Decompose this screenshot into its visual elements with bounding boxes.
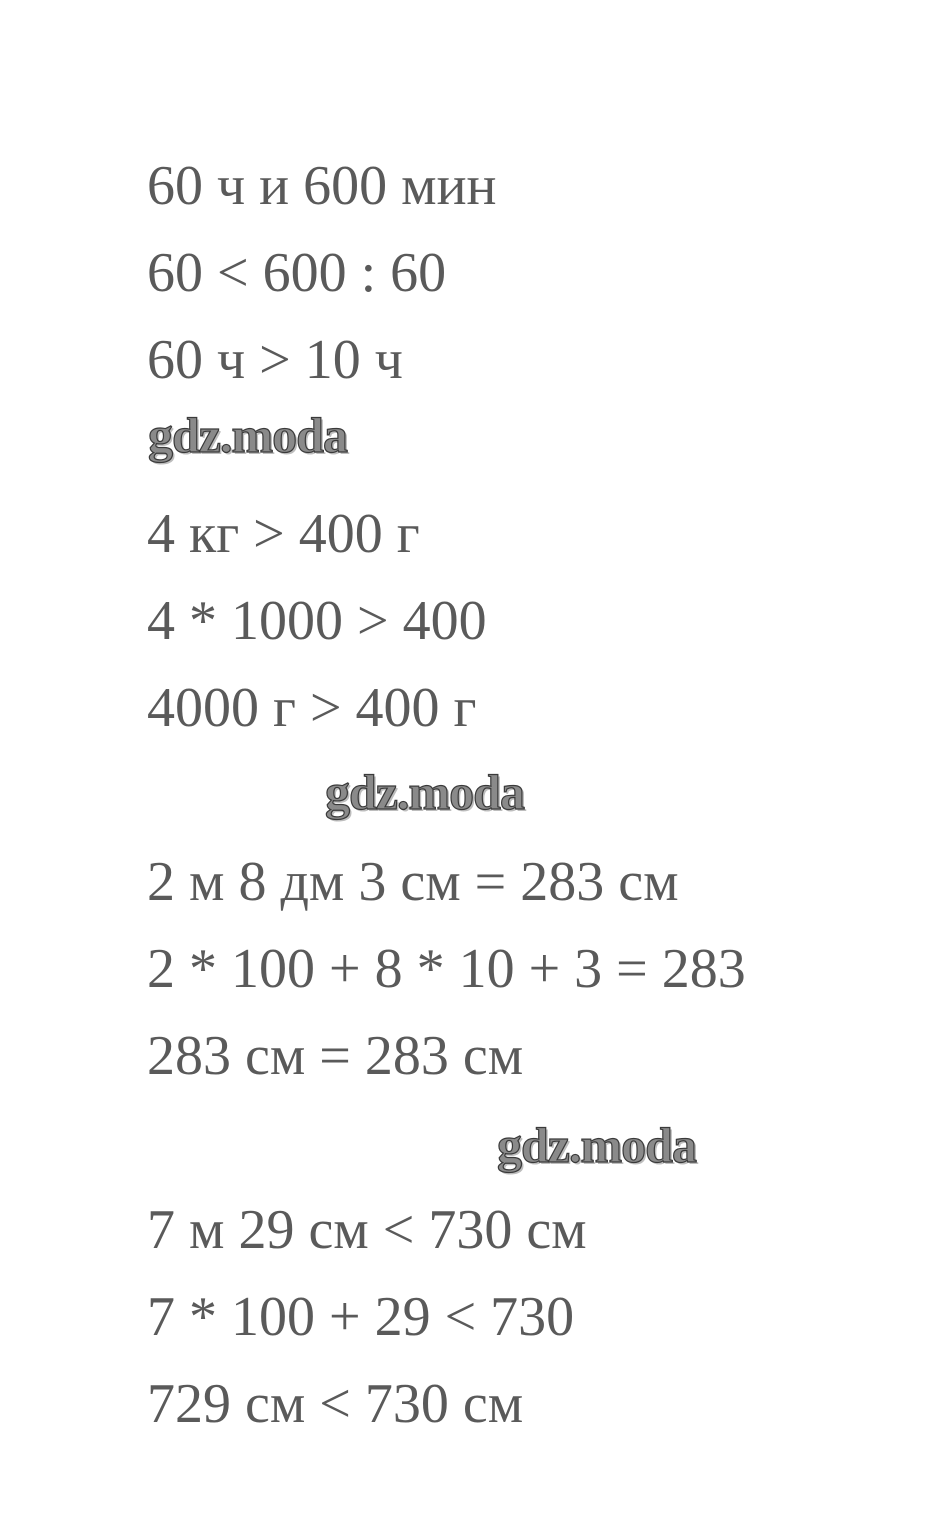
math-line: 4000 г > 400 г	[147, 677, 477, 739]
math-line: 729 см < 730 см	[147, 1373, 524, 1435]
math-line: 4 * 1000 > 400	[147, 590, 487, 652]
math-line: 7 м 29 см < 730 см	[147, 1199, 587, 1261]
watermark-logo: gdz.moda	[325, 764, 524, 820]
math-line: 7 * 100 + 29 < 730	[147, 1286, 575, 1348]
math-line: 283 см = 283 см	[147, 1025, 524, 1087]
math-line: 2 м 8 дм 3 см = 283 см	[147, 851, 679, 913]
math-line: 60 ч > 10 ч	[147, 329, 403, 391]
watermark-logo: gdz.moda	[497, 1117, 696, 1173]
math-line: 2 * 100 + 8 * 10 + 3 = 283	[147, 938, 746, 1000]
math-line: 4 кг > 400 г	[147, 503, 420, 565]
math-line: 60 < 600 : 60	[147, 242, 447, 304]
math-line: 60 ч и 600 мин	[147, 155, 497, 217]
watermark-logo: gdz.moda	[148, 407, 347, 463]
